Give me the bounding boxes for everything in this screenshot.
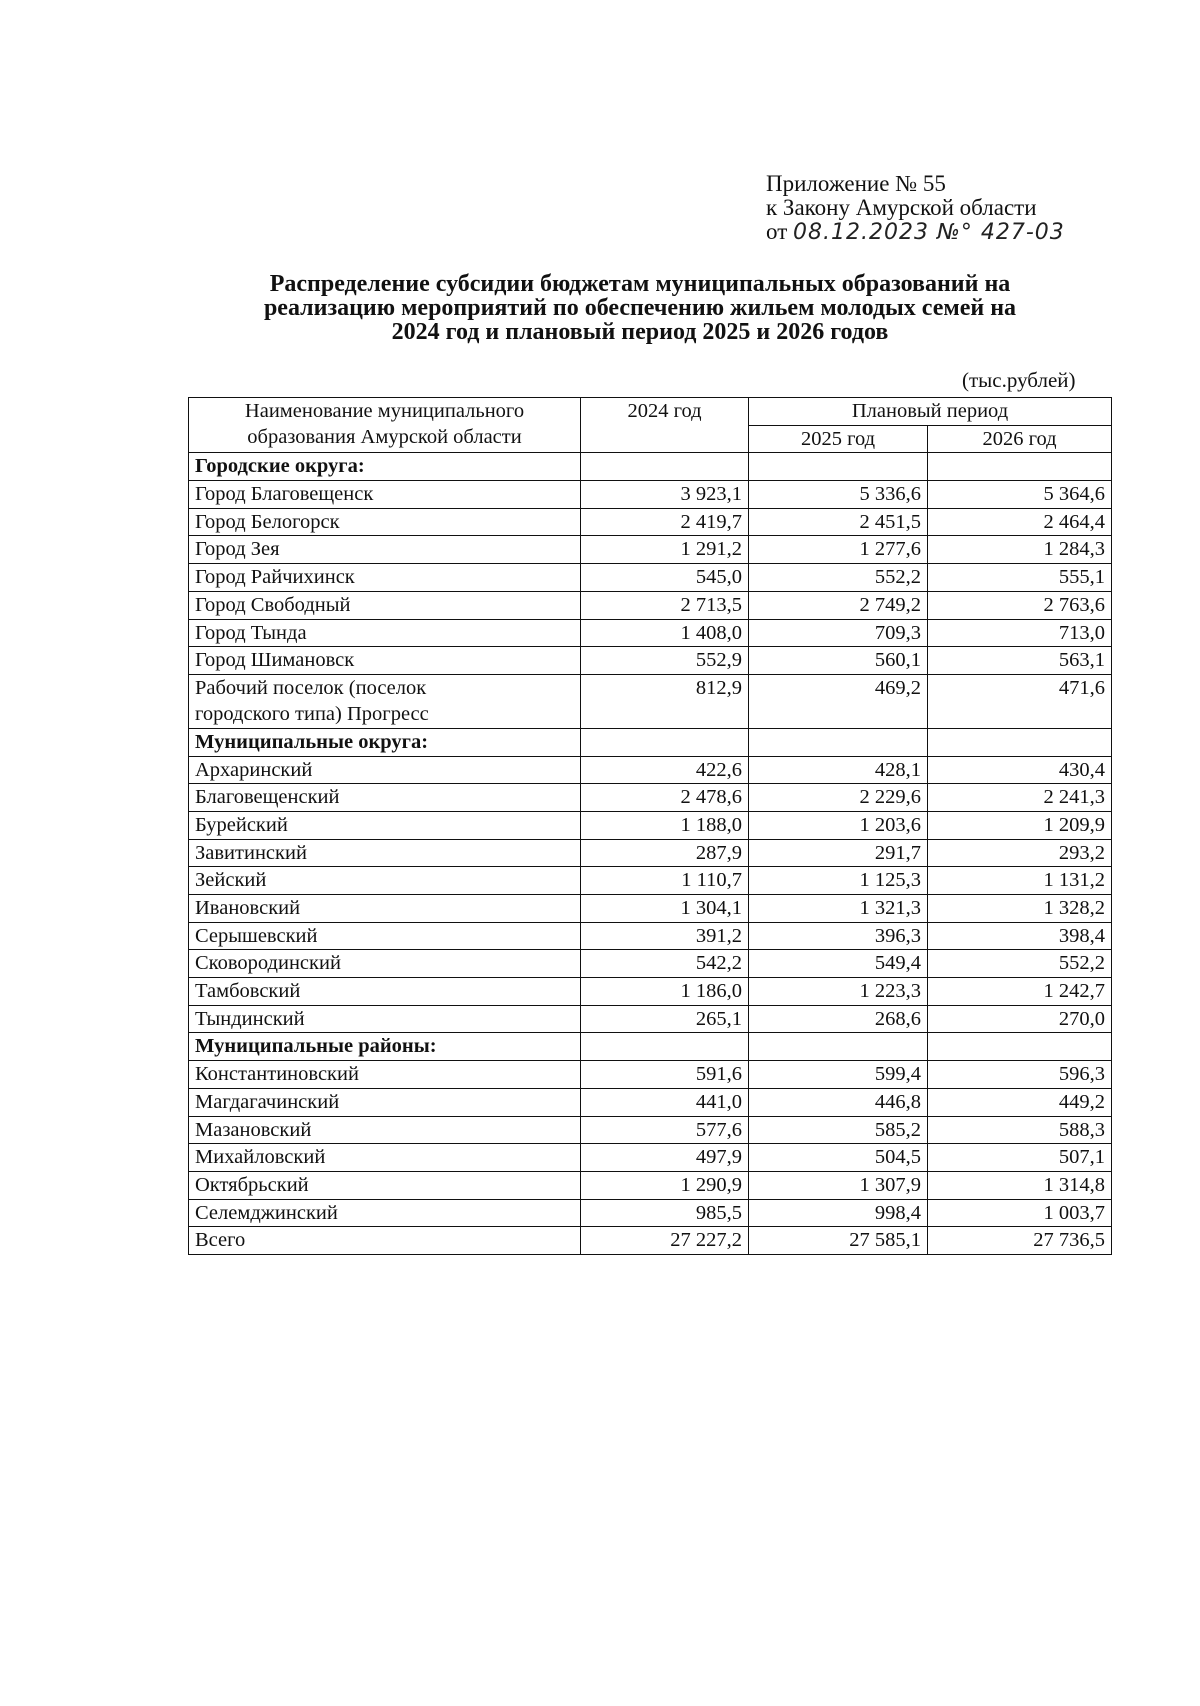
- section-row-urban-districts: [189, 453, 1112, 481]
- table-row: Тындинский 265,1 268,6 270,0: [189, 1005, 1112, 1033]
- table-header-row: [189, 398, 1112, 426]
- title-line-3: 2024 год и плановый период 2025 и 2026 годов: [391, 319, 889, 345]
- table-row: Зейский 1 110,7 1 125,3 1 131,2: [189, 867, 1112, 895]
- table-row: Ивановский 1 304,1 1 321,3 1 328,2: [189, 895, 1112, 923]
- date-prefix: от: [766, 219, 788, 244]
- law-date-line: [766, 220, 1065, 245]
- table-row: Завитинский 287,9 291,7 293,2: [189, 839, 1112, 867]
- table-row: Город Благовещенск 3 923,1 5 336,6 5 364,6: [189, 481, 1112, 509]
- total-label: Всего: [189, 1227, 581, 1255]
- section-title: Муниципальные округа:: [189, 728, 581, 756]
- handwritten-date-number: 08.12.2023 №° 427-03: [793, 220, 1065, 245]
- table-row: Тамбовский 1 186,0 1 223,3 1 242,7: [189, 978, 1112, 1006]
- table-row: Селемджинский 985,5 998,4 1 003,7: [189, 1199, 1112, 1227]
- section-title: Городские округа:: [189, 453, 581, 481]
- table-row: Константиновский 591,6 599,4 596,3: [189, 1061, 1112, 1089]
- table-row: Благовещенский 2 478,6 2 229,6 2 241,3: [189, 784, 1112, 812]
- column-header-name: Наименование муниципального образования Амурской области: [189, 398, 581, 453]
- document-title: [180, 272, 1100, 344]
- table-row: Бурейский 1 188,0 1 203,6 1 209,9: [189, 811, 1112, 839]
- table-row: Октябрьский 1 290,9 1 307,9 1 314,8: [189, 1171, 1112, 1199]
- column-header-2025: 2025 год: [749, 425, 928, 453]
- column-header-2024: 2024 год: [581, 398, 749, 453]
- table-row: Город Райчихинск 545,0 552,2 555,1: [189, 564, 1112, 592]
- table-body: [189, 453, 1112, 1255]
- section-row-municipal-districts: [189, 1033, 1112, 1061]
- table-row: Город Тында 1 408,0 709,3 713,0: [189, 619, 1112, 647]
- table-row: Мазановский 577,6 585,2 588,3: [189, 1116, 1112, 1144]
- title-line-2: реализацию мероприятий по обеспечению жильем молодых семей на: [263, 295, 1017, 321]
- section-title: Муниципальные районы:: [189, 1033, 581, 1061]
- law-reference: к Закону Амурской области: [766, 195, 1037, 220]
- table-row: Михайловский 497,9 504,5 507,1: [189, 1144, 1112, 1172]
- total-row: Всего 27 227,2 27 585,1 27 736,5: [189, 1227, 1112, 1255]
- title-line-1: Распределение субсидии бюджетам муниципальных образований на: [269, 271, 1011, 297]
- table-row: Рабочий поселок (поселок городского типа) Прогресс 812,9 469,2 471,6: [189, 674, 1112, 728]
- column-header-2026: 2026 год: [928, 425, 1112, 453]
- table-row: Архаринский 422,6 428,1 430,4: [189, 756, 1112, 784]
- column-header-plan-period: Плановый период: [749, 398, 1112, 426]
- subsidy-table: [188, 397, 1112, 1255]
- table-row: Город Белогорск 2 419,7 2 451,5 2 464,4: [189, 508, 1112, 536]
- section-row-municipal-okrugs: [189, 728, 1112, 756]
- appendix-number: Приложение № 55: [766, 171, 946, 196]
- table-row: Город Свободный 2 713,5 2 749,2 2 763,6: [189, 591, 1112, 619]
- appendix-header: [766, 172, 1065, 245]
- table-row: Серышевский 391,2 396,3 398,4: [189, 922, 1112, 950]
- table-row: Магдагачинский 441,0 446,8 449,2: [189, 1088, 1112, 1116]
- table-row: Город Шимановск 552,9 560,1 563,1: [189, 647, 1112, 675]
- table-row: Город Зея 1 291,2 1 277,6 1 284,3: [189, 536, 1112, 564]
- units-label: (тыс.рублей): [962, 368, 1076, 392]
- progress-name-cell: Рабочий поселок (поселок городского типа) Прогресс: [189, 674, 581, 728]
- table-row: Сковородинский 542,2 549,4 552,2: [189, 950, 1112, 978]
